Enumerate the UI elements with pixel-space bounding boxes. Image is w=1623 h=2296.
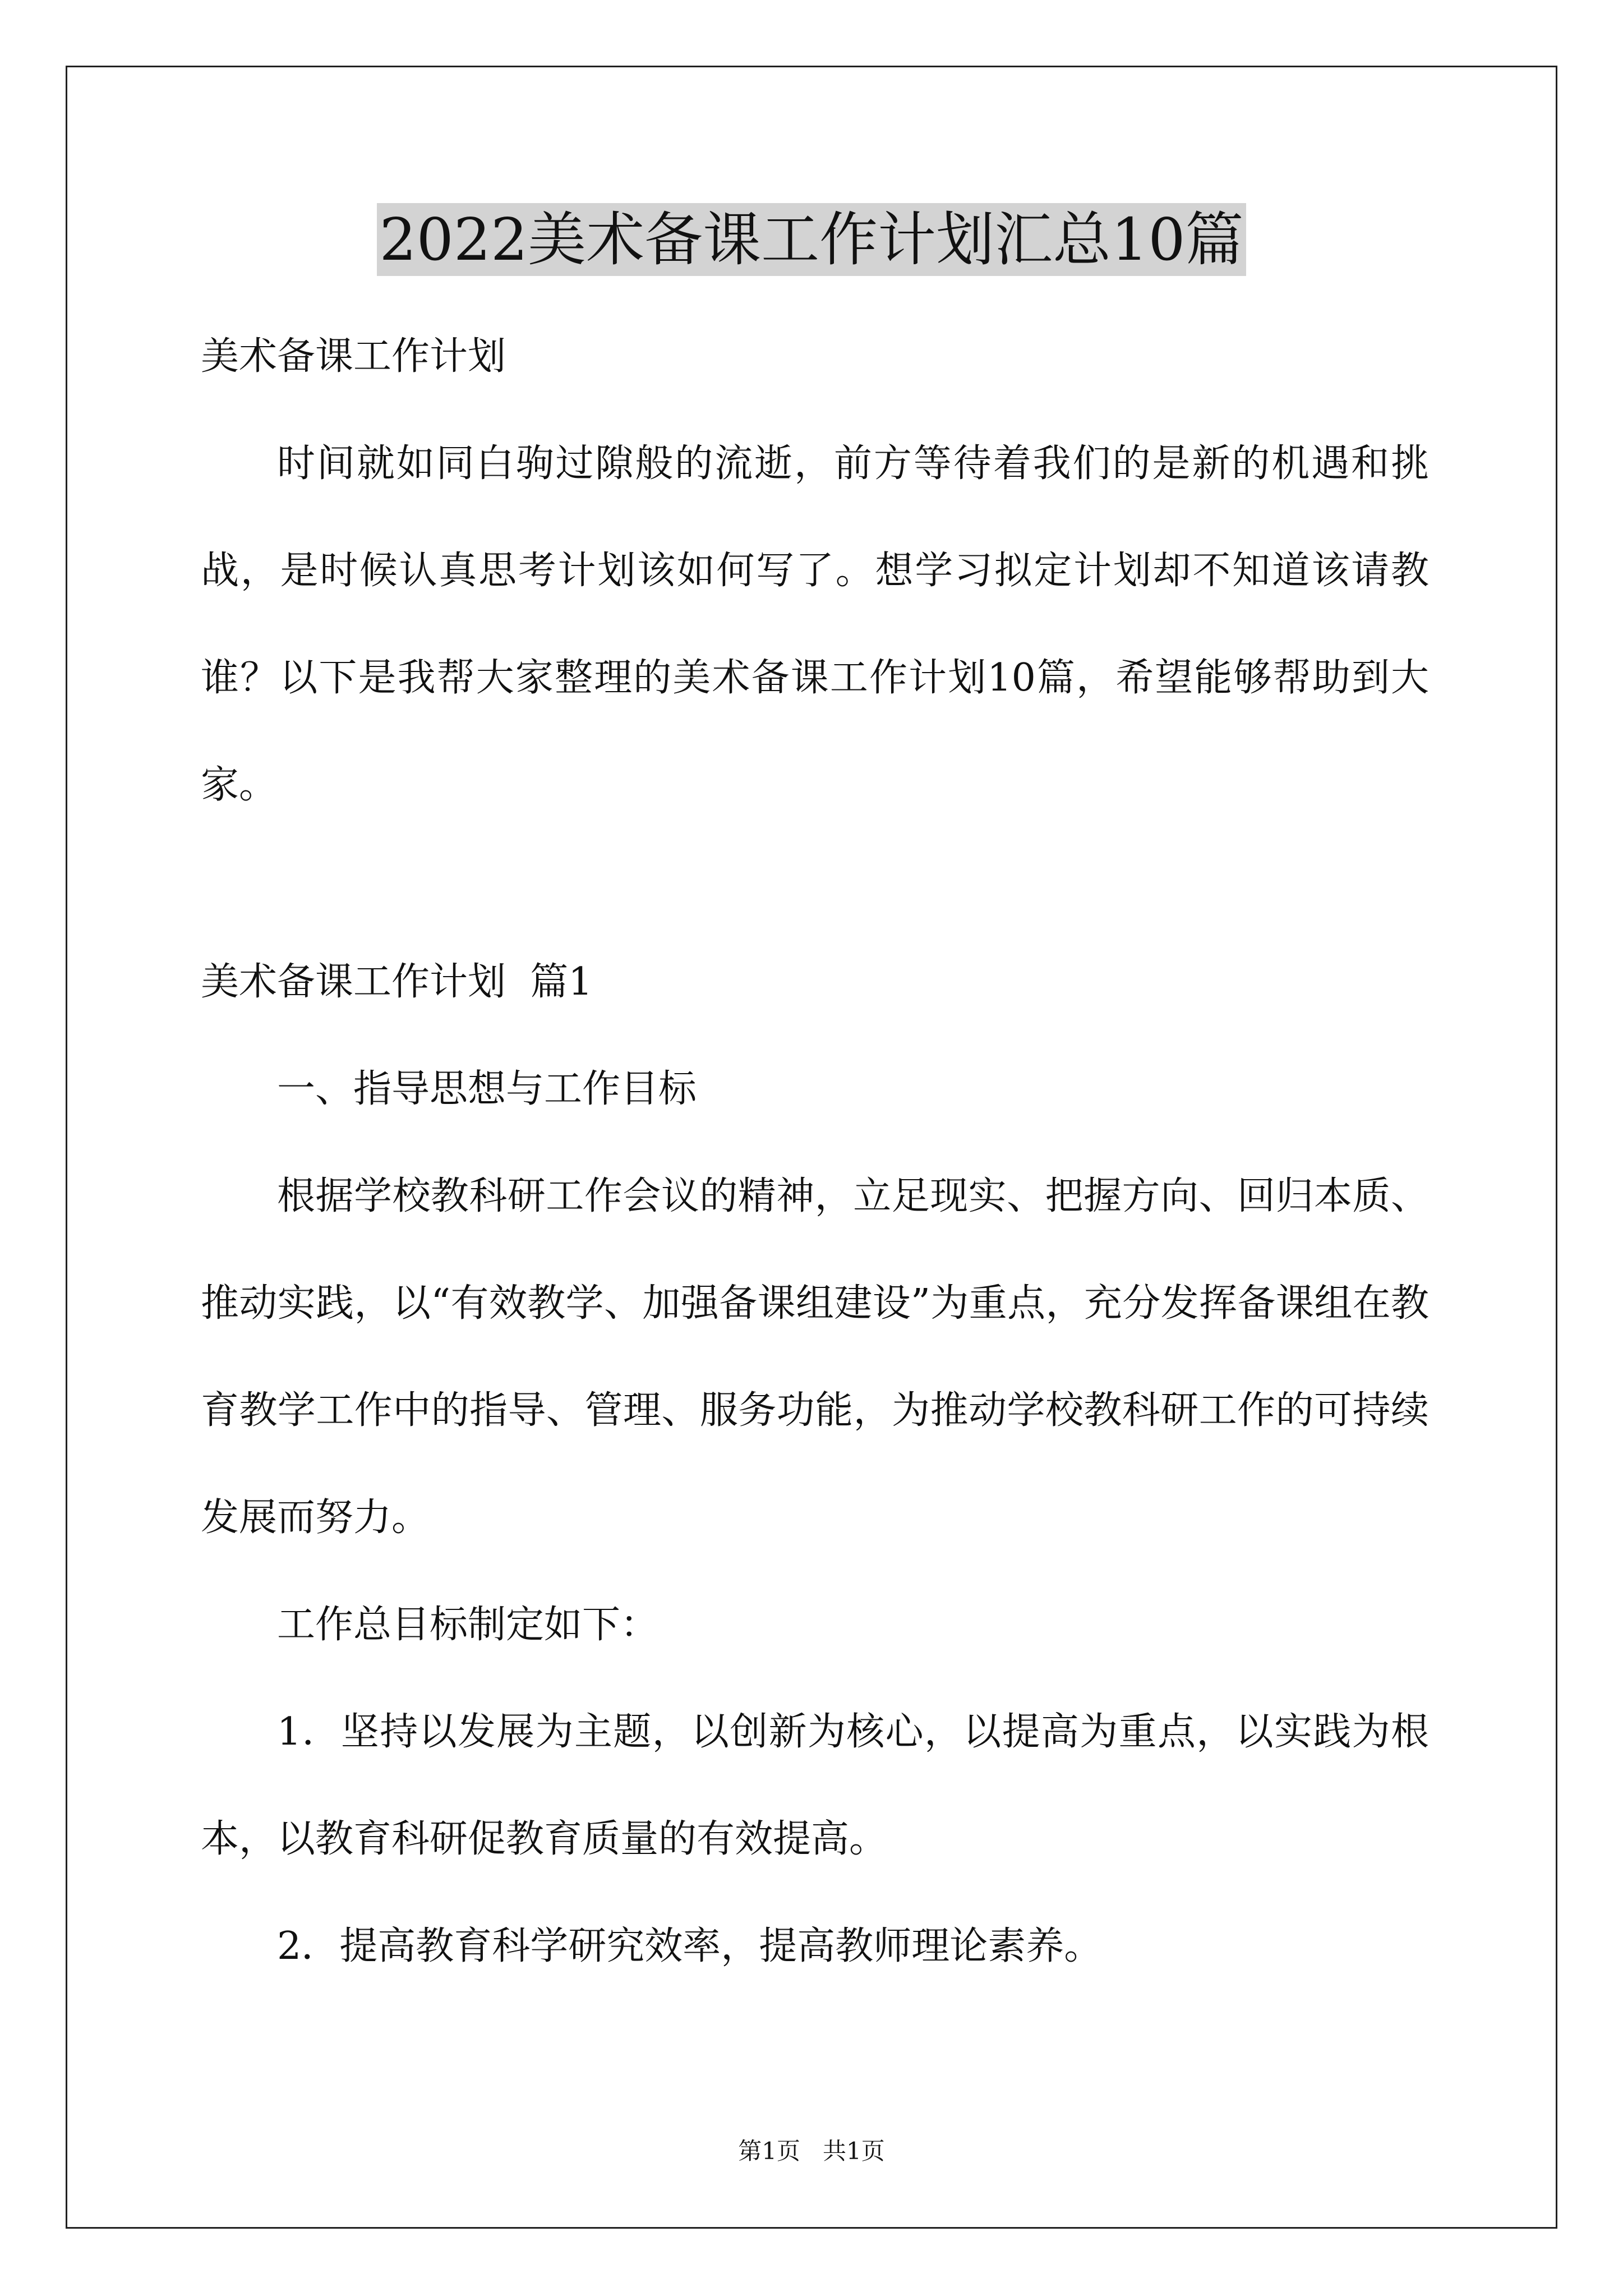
list-item: 1．坚持以发展为主题，以创新为核心，以提高为重点，以实践为根本，以教育科研促教育质量的有效提高。 <box>201 1710 1429 1861</box>
list-item: 2．提高教育科学研究效率，提高教师理论素养。 <box>277 1924 1103 1968</box>
body-paragraph: 根据学校教科研工作会议的精神，立足现实、把握方向、回归本质、推动实践，以“有效教学、加强备课组建设”为重点，充分发挥备课组在教育教学工作中的指导、管理、服务功能，为推动学校教科研工作的可持续发展而努力。 <box>201 1174 1429 1540</box>
page-footer: 第1页 共1页 <box>738 2137 885 2165</box>
title-container <box>0 203 1623 276</box>
section-heading: 美术备课工作计划 <box>201 334 506 379</box>
article-heading: 美术备课工作计划 篇1 <box>201 960 593 1004</box>
document-title: 2022美术备课工作计划汇总10篇 <box>377 203 1246 276</box>
body-paragraph: 工作总目标制定如下： <box>277 1603 659 1647</box>
document-body <box>201 303 1429 2000</box>
subsection-heading: 一、指导思想与工作目标 <box>277 1067 697 1111</box>
intro-paragraph: 时间就如同白驹过隙般的流逝，前方等待着我们的是新的机遇和挑战，是时候认真思考计划该如何写了。想学习拟定计划却不知道该请教谁？以下是我帮大家整理的美术备课工作计划10篇，希望能够帮助到大家。 <box>201 441 1429 807</box>
